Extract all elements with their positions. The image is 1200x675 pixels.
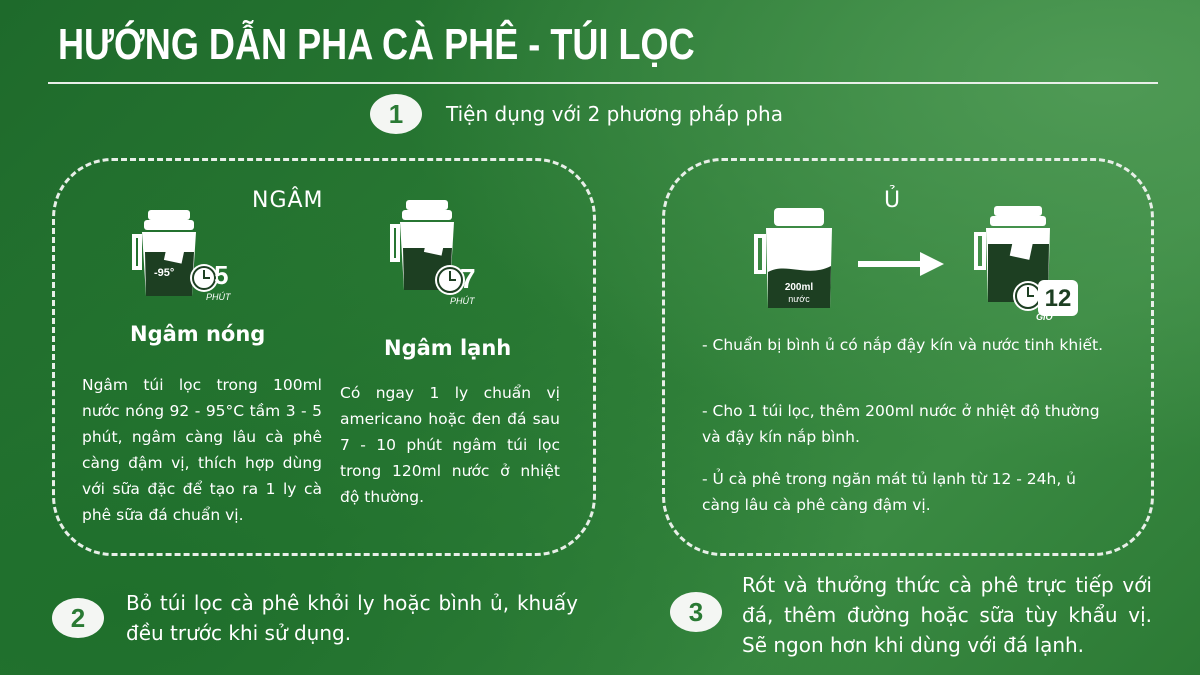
hot-timer-unit: PHÚT xyxy=(206,292,231,302)
step-1-badge: 1 xyxy=(370,94,422,134)
cold-brew-label: Ủ xyxy=(884,188,902,213)
hot-temp: -95° xyxy=(154,267,175,279)
cold-steep-title: Ngâm lạnh xyxy=(384,336,512,360)
cold-timer-value: 7 xyxy=(460,263,476,294)
step-2-badge: 2 xyxy=(52,598,104,638)
title-divider xyxy=(48,82,1158,84)
step-1-text: Tiện dụng với 2 phương pháp pha xyxy=(446,102,783,126)
jar-water: nước xyxy=(788,294,810,304)
brew-timer-unit: GIỜ xyxy=(1036,312,1054,322)
cold-brew-step-2: - Cho 1 túi lọc, thêm 200ml nước ở nhiệt độ thường và đậy kín nắp bình. xyxy=(702,402,1100,446)
step-3-text: Rót và thưởng thức cà phê trực tiếp với đá, thêm đường hoặc sữa tùy khẩu vị. Sẽ ngon hơn khi dùng với đá lạnh. xyxy=(742,573,1152,657)
hot-steep-title: Ngâm nóng xyxy=(130,322,266,346)
brew-jar-icon xyxy=(752,206,848,314)
hot-timer-value: 5 xyxy=(214,260,229,290)
brewed-jar-icon xyxy=(972,204,1082,322)
cold-brew-step-1: - Chuẩn bị bình ủ có nắp đậy kín và nước tinh khiết. xyxy=(702,336,1104,354)
page-title: HƯỚNG DẪN PHA CÀ PHÊ - TÚI LỌC xyxy=(58,20,695,69)
cold-steep-desc: Có ngay 1 ly chuẩn vị americano hoặc đen đá sau 7 - 10 phút ngâm túi lọc trong 120ml nước ở nhiệt độ thường. xyxy=(340,384,560,506)
step-3-badge: 3 xyxy=(670,592,722,632)
cold-cup-icon xyxy=(388,198,508,308)
step-2-text: Bỏ túi lọc cà phê khỏi ly hoặc bình ủ, khuấy đều trước khi sử dụng. xyxy=(126,591,578,645)
cold-timer-unit: PHÚT xyxy=(450,296,475,306)
hot-cup-icon xyxy=(130,208,250,304)
steep-label: NGÂM xyxy=(252,188,324,213)
cold-brew-step-3: - Ủ cà phê trong ngăn mát tủ lạnh từ 12 - 24h, ủ càng lâu cà phê càng đậm vị. xyxy=(702,470,1076,514)
arrow-right-icon xyxy=(858,252,944,276)
hot-steep-desc: Ngâm túi lọc trong 100ml nước nóng 92 - 95°C tầm 3 - 5 phút, ngâm càng lâu cà phê càng đậm vị, thích hợp dùng với sữa đặc để tạo ra 1 ly cà phê sữa đá chuẩn vị. xyxy=(82,376,322,524)
jar-volume: 200ml xyxy=(784,282,814,293)
brew-timer-value: 12 xyxy=(1044,285,1072,312)
